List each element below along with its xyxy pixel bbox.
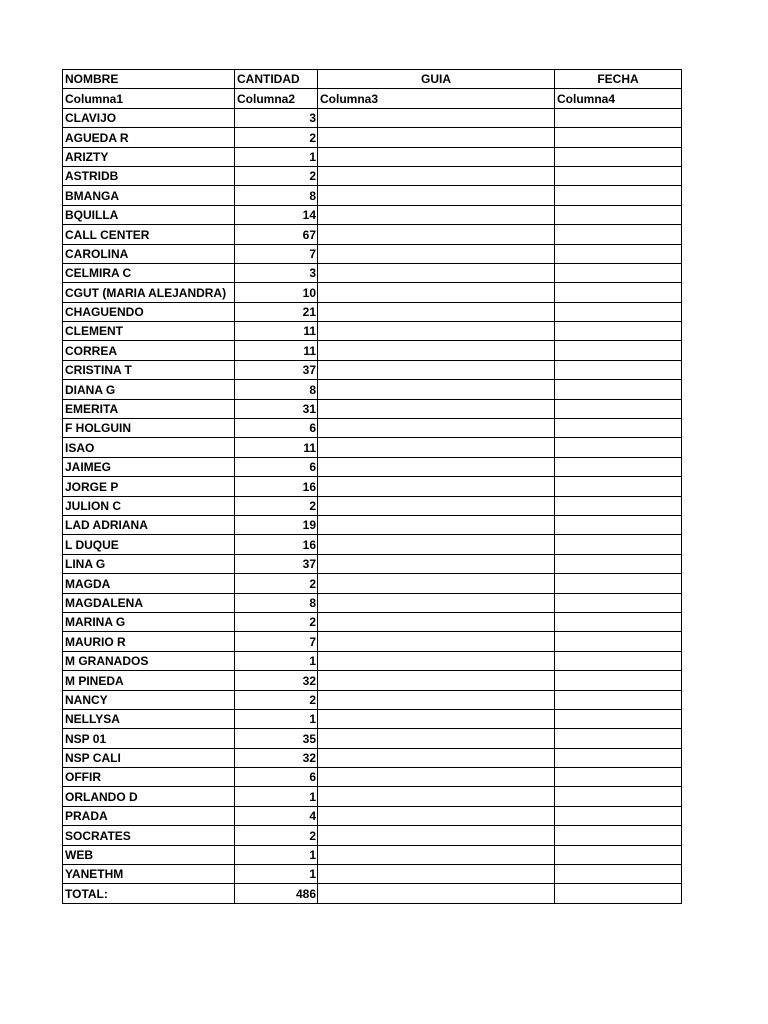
cell-cantidad[interactable]: 1	[235, 865, 318, 884]
subheader-row	[63, 89, 682, 108]
cell-fecha[interactable]	[555, 690, 682, 709]
cell-nombre[interactable]: CLEMENT	[63, 322, 235, 341]
table-row	[63, 322, 682, 341]
cell-cantidad[interactable]: 32	[235, 671, 318, 690]
cell-cantidad[interactable]: 8	[235, 186, 318, 205]
cell-cantidad[interactable]: 31	[235, 399, 318, 418]
table-row	[63, 419, 682, 438]
cell-guia[interactable]	[318, 515, 555, 534]
cell-fecha[interactable]	[555, 166, 682, 185]
cell-nombre[interactable]: NSP 01	[63, 729, 235, 748]
cell-guia[interactable]	[318, 205, 555, 224]
cell-fecha[interactable]	[555, 244, 682, 263]
cell-nombre[interactable]: CAROLINA	[63, 244, 235, 263]
cell-fecha[interactable]	[555, 496, 682, 515]
cell-guia[interactable]	[318, 574, 555, 593]
cell-nombre[interactable]: PRADA	[63, 806, 235, 825]
cell-cantidad[interactable]: 10	[235, 283, 318, 302]
cell-fecha[interactable]	[555, 612, 682, 631]
cell-guia[interactable]	[318, 632, 555, 651]
spreadsheet-body	[63, 70, 682, 904]
cell-cantidad[interactable]: 2	[235, 128, 318, 147]
cell-fecha[interactable]	[555, 147, 682, 166]
cell-cantidad[interactable]: 1	[235, 709, 318, 728]
cell-cantidad[interactable]: 19	[235, 515, 318, 534]
cell-cantidad[interactable]: 2	[235, 496, 318, 515]
cell-fecha[interactable]	[555, 419, 682, 438]
cell-fecha[interactable]	[555, 108, 682, 127]
cell-nombre[interactable]: L DUQUE	[63, 535, 235, 554]
table-row	[63, 477, 682, 496]
cell-guia[interactable]	[318, 865, 555, 884]
total-cantidad[interactable]: 486	[235, 884, 318, 903]
cell-guia[interactable]	[318, 263, 555, 282]
cell-guia[interactable]	[318, 166, 555, 185]
cell-nombre[interactable]: ORLANDO D	[63, 787, 235, 806]
cell-guia[interactable]	[318, 826, 555, 845]
cell-fecha[interactable]	[555, 360, 682, 379]
table-row	[63, 554, 682, 573]
cell-nombre[interactable]: MAGDALENA	[63, 593, 235, 612]
cell-nombre[interactable]: ISAO	[63, 438, 235, 457]
cell-fecha[interactable]	[555, 322, 682, 341]
cell-cantidad[interactable]: 1	[235, 651, 318, 670]
table-row	[63, 845, 682, 864]
cell-fecha[interactable]	[555, 438, 682, 457]
cell-cantidad[interactable]: 2	[235, 690, 318, 709]
cell-cantidad[interactable]: 8	[235, 593, 318, 612]
header-nombre[interactable]: NOMBRE	[63, 70, 235, 89]
table-row	[63, 806, 682, 825]
table-row	[63, 457, 682, 476]
cell-guia[interactable]	[318, 360, 555, 379]
table-row	[63, 574, 682, 593]
table-row	[63, 768, 682, 787]
cell-cantidad[interactable]: 32	[235, 748, 318, 767]
cell-cantidad[interactable]: 7	[235, 632, 318, 651]
cell-guia[interactable]	[318, 748, 555, 767]
cell-fecha[interactable]	[555, 457, 682, 476]
cell-cantidad[interactable]: 11	[235, 438, 318, 457]
cell-guia[interactable]	[318, 709, 555, 728]
cell-cantidad[interactable]: 4	[235, 806, 318, 825]
table-row	[63, 826, 682, 845]
cell-nombre[interactable]: CALL CENTER	[63, 225, 235, 244]
cell-guia[interactable]	[318, 108, 555, 127]
cell-nombre[interactable]: SOCRATES	[63, 826, 235, 845]
table-row	[63, 225, 682, 244]
table-row	[63, 535, 682, 554]
cell-nombre[interactable]: CHAGUENDO	[63, 302, 235, 321]
cell-cantidad[interactable]: 3	[235, 263, 318, 282]
cell-cantidad[interactable]: 2	[235, 612, 318, 631]
cell-nombre[interactable]: F HOLGUIN	[63, 419, 235, 438]
cell-nombre[interactable]: WEB	[63, 845, 235, 864]
cell-fecha[interactable]	[555, 632, 682, 651]
cell-cantidad[interactable]: 21	[235, 302, 318, 321]
cell-cantidad[interactable]: 11	[235, 322, 318, 341]
cell-guia[interactable]	[318, 147, 555, 166]
cell-nombre[interactable]: CGUT (MARIA ALEJANDRA)	[63, 283, 235, 302]
cell-nombre[interactable]: MAURIO R	[63, 632, 235, 651]
cell-nombre[interactable]: OFFIR	[63, 768, 235, 787]
cell-guia[interactable]	[318, 419, 555, 438]
cell-nombre[interactable]: LAD ADRIANA	[63, 515, 235, 534]
cell-guia[interactable]	[318, 341, 555, 360]
table-row	[63, 186, 682, 205]
table-row	[63, 244, 682, 263]
table-row	[63, 341, 682, 360]
table-row	[63, 147, 682, 166]
cell-guia[interactable]	[318, 399, 555, 418]
cell-fecha[interactable]	[555, 341, 682, 360]
cell-fecha[interactable]	[555, 477, 682, 496]
cell-fecha[interactable]	[555, 768, 682, 787]
cell-nombre[interactable]: MAGDA	[63, 574, 235, 593]
cell-cantidad[interactable]: 3	[235, 108, 318, 127]
cell-nombre[interactable]: ASTRIDB	[63, 166, 235, 185]
cell-guia[interactable]	[318, 477, 555, 496]
cell-guia[interactable]	[318, 186, 555, 205]
table-row	[63, 651, 682, 670]
cell-nombre[interactable]: JULION C	[63, 496, 235, 515]
cell-nombre[interactable]: NANCY	[63, 690, 235, 709]
table-row	[63, 263, 682, 282]
table-row	[63, 380, 682, 399]
cell-nombre[interactable]: CORREA	[63, 341, 235, 360]
cell-guia[interactable]	[318, 496, 555, 515]
cell-fecha[interactable]	[555, 554, 682, 573]
cell-guia[interactable]	[318, 671, 555, 690]
cell-cantidad[interactable]: 2	[235, 826, 318, 845]
table-row	[63, 729, 682, 748]
cell-fecha[interactable]	[555, 574, 682, 593]
table-row	[63, 612, 682, 631]
cell-cantidad[interactable]: 16	[235, 535, 318, 554]
table-row	[63, 787, 682, 806]
table-row	[63, 438, 682, 457]
cell-fecha[interactable]	[555, 535, 682, 554]
table-row	[63, 632, 682, 651]
cell-cantidad[interactable]: 35	[235, 729, 318, 748]
cell-cantidad[interactable]: 2	[235, 574, 318, 593]
cell-cantidad[interactable]: 8	[235, 380, 318, 399]
cell-cantidad[interactable]: 6	[235, 457, 318, 476]
cell-guia[interactable]	[318, 690, 555, 709]
cell-fecha[interactable]	[555, 826, 682, 845]
cell-cantidad[interactable]: 37	[235, 554, 318, 573]
cell-fecha[interactable]	[555, 128, 682, 147]
header-guia[interactable]: GUIA	[318, 70, 555, 89]
cell-guia[interactable]	[318, 729, 555, 748]
cell-nombre[interactable]: BMANGA	[63, 186, 235, 205]
cell-guia[interactable]	[318, 535, 555, 554]
cell-guia[interactable]	[318, 845, 555, 864]
cell-fecha[interactable]	[555, 845, 682, 864]
cell-guia[interactable]	[318, 593, 555, 612]
cell-cantidad[interactable]: 1	[235, 147, 318, 166]
table-row	[63, 108, 682, 127]
cell-cantidad[interactable]: 1	[235, 787, 318, 806]
cell-fecha[interactable]	[555, 709, 682, 728]
spreadsheet-table	[62, 69, 682, 904]
cell-nombre[interactable]: LINA G	[63, 554, 235, 573]
cell-fecha[interactable]	[555, 186, 682, 205]
header-row	[63, 70, 682, 89]
subheader-col4[interactable]: Columna4	[555, 89, 682, 108]
cell-guia[interactable]	[318, 283, 555, 302]
cell-nombre[interactable]: CLAVIJO	[63, 108, 235, 127]
total-row	[63, 884, 682, 903]
table-row	[63, 865, 682, 884]
cell-cantidad[interactable]: 11	[235, 341, 318, 360]
cell-guia[interactable]	[318, 651, 555, 670]
cell-cantidad[interactable]: 2	[235, 166, 318, 185]
subheader-col3[interactable]: Columna3	[318, 89, 555, 108]
total-fecha[interactable]	[555, 884, 682, 903]
cell-fecha[interactable]	[555, 748, 682, 767]
table-row	[63, 205, 682, 224]
cell-fecha[interactable]	[555, 671, 682, 690]
cell-nombre[interactable]: EMERITA	[63, 399, 235, 418]
cell-fecha[interactable]	[555, 515, 682, 534]
cell-fecha[interactable]	[555, 380, 682, 399]
total-label[interactable]: TOTAL:	[63, 884, 235, 903]
cell-nombre[interactable]: MARINA G	[63, 612, 235, 631]
cell-guia[interactable]	[318, 806, 555, 825]
cell-cantidad[interactable]: 37	[235, 360, 318, 379]
cell-nombre[interactable]: NSP CALI	[63, 748, 235, 767]
cell-guia[interactable]	[318, 302, 555, 321]
cell-guia[interactable]	[318, 322, 555, 341]
table-row	[63, 690, 682, 709]
header-fecha[interactable]: FECHA	[555, 70, 682, 89]
cell-guia[interactable]	[318, 768, 555, 787]
table-row	[63, 593, 682, 612]
cell-cantidad[interactable]: 6	[235, 419, 318, 438]
header-cantidad[interactable]: CANTIDAD	[235, 70, 318, 89]
cell-guia[interactable]	[318, 244, 555, 263]
cell-fecha[interactable]	[555, 806, 682, 825]
cell-nombre[interactable]: JAIMEG	[63, 457, 235, 476]
cell-guia[interactable]	[318, 554, 555, 573]
cell-nombre[interactable]: BQUILLA	[63, 205, 235, 224]
cell-guia[interactable]	[318, 438, 555, 457]
table-row	[63, 128, 682, 147]
cell-fecha[interactable]	[555, 399, 682, 418]
cell-fecha[interactable]	[555, 205, 682, 224]
table-row	[63, 283, 682, 302]
cell-guia[interactable]	[318, 225, 555, 244]
cell-nombre[interactable]: NELLYSA	[63, 709, 235, 728]
cell-fecha[interactable]	[555, 729, 682, 748]
cell-guia[interactable]	[318, 457, 555, 476]
table-row	[63, 709, 682, 728]
table-row	[63, 302, 682, 321]
cell-fecha[interactable]	[555, 787, 682, 806]
cell-fecha[interactable]	[555, 283, 682, 302]
cell-fecha[interactable]	[555, 263, 682, 282]
cell-cantidad[interactable]: 1	[235, 845, 318, 864]
cell-guia[interactable]	[318, 380, 555, 399]
cell-guia[interactable]	[318, 787, 555, 806]
cell-cantidad[interactable]: 7	[235, 244, 318, 263]
cell-cantidad[interactable]: 16	[235, 477, 318, 496]
cell-fecha[interactable]	[555, 225, 682, 244]
table-row	[63, 748, 682, 767]
subheader-col1[interactable]: Columna1	[63, 89, 235, 108]
cell-guia[interactable]	[318, 612, 555, 631]
table-row	[63, 360, 682, 379]
cell-nombre[interactable]: M PINEDA	[63, 671, 235, 690]
total-guia[interactable]	[318, 884, 555, 903]
cell-cantidad[interactable]: 14	[235, 205, 318, 224]
cell-nombre[interactable]: ARIZTY	[63, 147, 235, 166]
table-row	[63, 166, 682, 185]
table-row	[63, 399, 682, 418]
table-row	[63, 515, 682, 534]
cell-fecha[interactable]	[555, 593, 682, 612]
table-row	[63, 671, 682, 690]
cell-nombre[interactable]: JORGE P	[63, 477, 235, 496]
cell-fecha[interactable]	[555, 651, 682, 670]
table-row	[63, 496, 682, 515]
subheader-col2[interactable]: Columna2	[235, 89, 318, 108]
cell-fecha[interactable]	[555, 865, 682, 884]
cell-cantidad[interactable]: 6	[235, 768, 318, 787]
cell-nombre[interactable]: AGUEDA R	[63, 128, 235, 147]
cell-cantidad[interactable]: 67	[235, 225, 318, 244]
cell-fecha[interactable]	[555, 302, 682, 321]
cell-guia[interactable]	[318, 128, 555, 147]
cell-nombre[interactable]: M GRANADOS	[63, 651, 235, 670]
cell-nombre[interactable]: CELMIRA C	[63, 263, 235, 282]
cell-nombre[interactable]: DIANA G	[63, 380, 235, 399]
cell-nombre[interactable]: YANETHM	[63, 865, 235, 884]
cell-nombre[interactable]: CRISTINA T	[63, 360, 235, 379]
